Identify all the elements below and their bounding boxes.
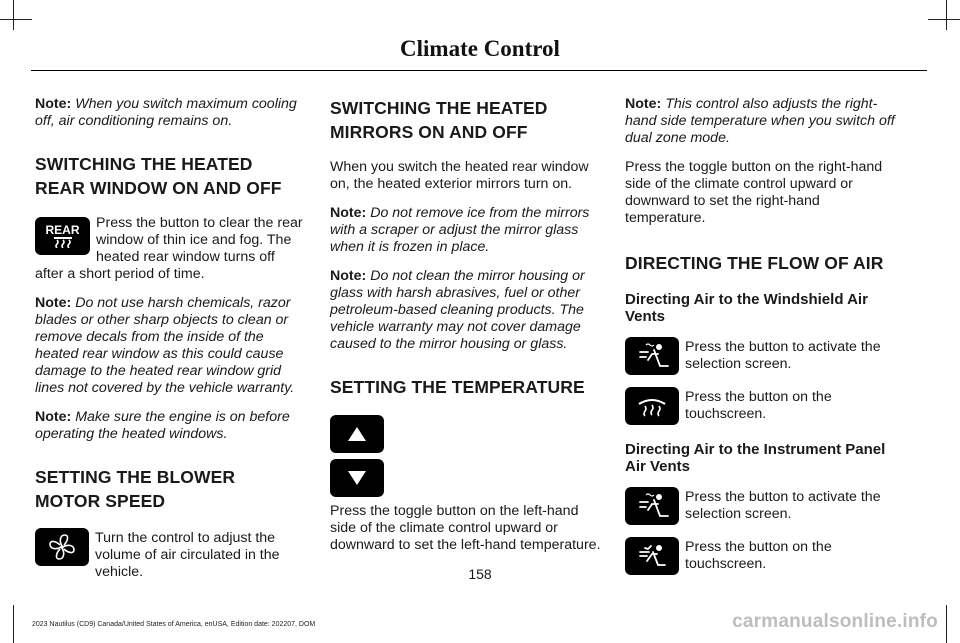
windshield-select-row bbox=[625, 337, 900, 375]
note-text: Do not use harsh chemicals, razor blades or other sharp objects to clean or remove decals from the inside of the heated rear window as this could cause damage to the heated rear window grid lines not covered by the vehicle warranty. bbox=[35, 295, 295, 396]
climate-select-icon bbox=[625, 337, 679, 375]
note-text: This control also adjusts the right-hand side temperature when you switch off dual zone mode. bbox=[625, 96, 895, 146]
subheading-instrument-panel: Directing Air to the Instrument Panel Air Vents bbox=[625, 441, 886, 475]
note-text: Do not clean the mirror housing or glass with harsh abrasives, fuel or other petroleum-based cleaning products. The vehicle warranty may not cover damage caused to the mirror housing or glass. bbox=[330, 268, 585, 352]
down-glyph bbox=[348, 471, 366, 485]
seat-airflow-glyph bbox=[632, 342, 672, 370]
seat-airflow-glyph bbox=[632, 492, 672, 520]
column-middle bbox=[330, 96, 602, 566]
rear-window-paragraph bbox=[35, 215, 305, 283]
crop-mark bbox=[0, 19, 32, 20]
column-left bbox=[35, 96, 305, 593]
rear-defrost-waves bbox=[52, 236, 74, 248]
defrost-glyph bbox=[636, 394, 668, 418]
crop-mark bbox=[946, 605, 947, 643]
crop-mark bbox=[13, 0, 14, 30]
subheading-windshield: Directing Air to the Windshield Air Vents bbox=[625, 291, 868, 325]
climate-select-icon bbox=[625, 487, 679, 525]
windshield-defrost-row bbox=[625, 387, 900, 425]
fan-glyph bbox=[47, 532, 77, 562]
rear-icon-label: REAR bbox=[45, 223, 80, 237]
heading-blower-speed: SETTING THE BLOWER MOTOR SPEED bbox=[35, 467, 236, 511]
note-label: Note: bbox=[330, 268, 367, 284]
note-max-cooling bbox=[35, 96, 305, 130]
note-text: When you switch maximum cooling off, air conditioning remains on. bbox=[35, 96, 297, 129]
windshield-select-text: Press the button to activate the selection screen. bbox=[685, 339, 881, 372]
page-title: Climate Control bbox=[400, 36, 560, 61]
crop-mark bbox=[13, 605, 14, 643]
triangle-up-icon bbox=[330, 415, 384, 453]
heading-heated-rear-window: SWITCHING THE HEATED REAR WINDOW ON AND OFF bbox=[35, 154, 282, 198]
rear-window-text: Press the button to clear the rear window of thin ice and fog. The heated rear window turns off after a short period of time. bbox=[35, 215, 303, 282]
note-label: Note: bbox=[625, 96, 662, 112]
edition-footer: 2023 Nautilus (CD9) Canada/United States of America, enUSA, Edition date: 202207, DOM bbox=[32, 621, 316, 628]
fan-icon bbox=[35, 528, 89, 566]
note-engine-on bbox=[35, 409, 305, 443]
note-label: Note: bbox=[35, 409, 72, 425]
page-number: 158 bbox=[468, 566, 492, 582]
temperature-text: Press the toggle button on the left-hand side of the climate control upward or downward to set the left-hand temperature. bbox=[330, 503, 601, 553]
panel-vent-text: Press the button on the touchscreen. bbox=[685, 539, 832, 572]
rear-defrost-icon bbox=[35, 217, 90, 255]
note-label: Note: bbox=[35, 295, 72, 311]
heading-flow-of-air: DIRECTING THE FLOW OF AIR bbox=[625, 253, 884, 273]
crop-mark bbox=[928, 19, 960, 20]
panel-select-row bbox=[625, 487, 900, 525]
note-label: Note: bbox=[330, 205, 367, 221]
note-text: Do not remove ice from the mirrors with a scraper or adjust the mirror glass when it is frozen in place. bbox=[330, 205, 590, 255]
note-label: Note: bbox=[35, 96, 72, 112]
up-glyph bbox=[348, 427, 366, 441]
header-divider bbox=[31, 70, 927, 71]
right-temperature-text: Press the toggle button on the right-hand side of the climate control upward or downward to set the right-hand temperature. bbox=[625, 159, 883, 226]
mirrors-paragraph: When you switch the heated rear window on, the heated exterior mirrors turn on. bbox=[330, 159, 589, 192]
heading-temperature: SETTING THE TEMPERATURE bbox=[330, 377, 585, 397]
panel-select-text: Press the button to activate the selection screen. bbox=[685, 489, 881, 522]
blower-text: Turn the control to adjust the volume of air circulated in the vehicle. bbox=[95, 530, 280, 580]
note-mirror-ice bbox=[330, 205, 602, 256]
watermark: carmanualsonline.info bbox=[732, 611, 938, 632]
triangle-down-icon bbox=[330, 459, 384, 497]
note-mirror-cleaning bbox=[330, 268, 602, 353]
crop-mark bbox=[946, 0, 947, 30]
note-dual-zone bbox=[625, 96, 900, 147]
windshield-defrost-icon bbox=[625, 387, 679, 425]
windshield-defrost-text: Press the button on the touchscreen. bbox=[685, 389, 832, 422]
note-text: Make sure the engine is on before operating the heated windows. bbox=[35, 409, 290, 442]
column-right bbox=[625, 96, 900, 587]
heading-heated-mirrors: SWITCHING THE HEATED MIRRORS ON AND OFF bbox=[330, 98, 548, 142]
note-harsh-chemicals bbox=[35, 295, 305, 397]
